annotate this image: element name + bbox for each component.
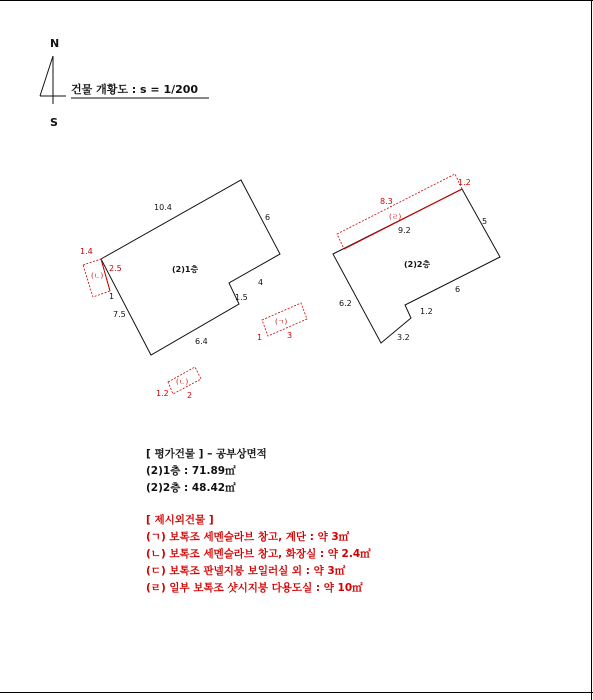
building-2-dim-right: 5 — [482, 217, 488, 226]
annex-giyeok-mark: (ㄱ) — [275, 318, 288, 326]
building-1-dim-bottom: 6.4 — [195, 337, 208, 346]
annex-giyeok-dim-a: 1 — [257, 333, 263, 342]
compass — [40, 37, 66, 129]
annex-rieul-dim-long: 8.3 — [380, 197, 393, 206]
annex-nieun-separate-dim-a: 1.2 — [156, 389, 169, 398]
excluded-line-1: (ㄱ) 보톡조 세멘슬라브 창고, 계단 : 약 3㎡ — [146, 531, 350, 543]
annex-rieul — [337, 174, 471, 249]
annex-nieun-attached-dim-short: 1 — [109, 292, 115, 301]
annex-rieul-dim-short: 1.2 — [458, 178, 471, 187]
annex-nieun-attached-dim-top: 1.4 — [80, 247, 93, 256]
building-1-name: (2)1층 — [172, 265, 199, 274]
building-2-dim-step-v: 1.2 — [420, 307, 433, 316]
building-2-dim-bottom: 3.2 — [397, 333, 410, 342]
annex-giyeok-dim-b: 3 — [287, 331, 293, 340]
compass-south-label: S — [50, 116, 58, 129]
building-1-dim-step-h: 4 — [258, 278, 264, 287]
annex-nieun-attached-mark: (ㄴ) — [91, 272, 104, 280]
annex-nieun-separate — [156, 367, 201, 400]
excluded-line-2: (ㄴ) 보톡조 세멘슬라브 창고, 화장실 : 약 2.4㎡ — [146, 548, 371, 560]
building-1-dim-right: 6 — [265, 213, 271, 222]
building-2-dim-lower-right: 6 — [455, 285, 461, 294]
annex-nieun-attached — [80, 247, 122, 301]
excluded-line-3: (ㄷ) 보톡조 판넬지붕 보일러실 외 : 약 3㎡ — [146, 565, 346, 577]
annex-nieun-separate-mark: (ㄴ) — [176, 378, 189, 386]
eval-line-1: (2)1층 : 71.89㎡ — [146, 465, 236, 477]
annex-nieun-attached-dim-long: 2.5 — [109, 264, 122, 273]
annex-giyeok — [257, 303, 307, 342]
building-1-dim-left: 7.5 — [113, 310, 126, 319]
annex-rieul-outline — [337, 174, 462, 249]
building-1-dim-top: 10.4 — [154, 203, 172, 212]
annex-rieul-shared-edge — [344, 189, 462, 249]
building-2-dim-left: 6.2 — [339, 299, 352, 308]
excluded-heading: [ 제시외건물 ] — [146, 514, 214, 526]
annex-nieun-separate-dim-b: 2 — [187, 391, 193, 400]
compass-north-label: N — [50, 37, 60, 50]
plan-title: 건물 개황도 : s = 1/200 — [71, 83, 199, 96]
eval-heading: [ 평가건물 ] – 공부상면적 — [146, 448, 267, 460]
compass-arrow-left — [40, 56, 53, 96]
building-2-dim-top: 9.2 — [398, 226, 411, 235]
building-1 — [101, 180, 280, 355]
legend — [146, 446, 546, 597]
annex-rieul-mark: (ㄹ) — [389, 213, 402, 221]
excluded-line-4: (ㄹ) 일부 보톡조 샷시지붕 다용도실 : 약 10㎡ — [146, 582, 363, 594]
eval-line-2: (2)2층 : 48.42㎡ — [146, 482, 236, 494]
building-2-name: (2)2층 — [404, 260, 431, 269]
building-1-dim-step-v: 1.5 — [235, 293, 248, 302]
